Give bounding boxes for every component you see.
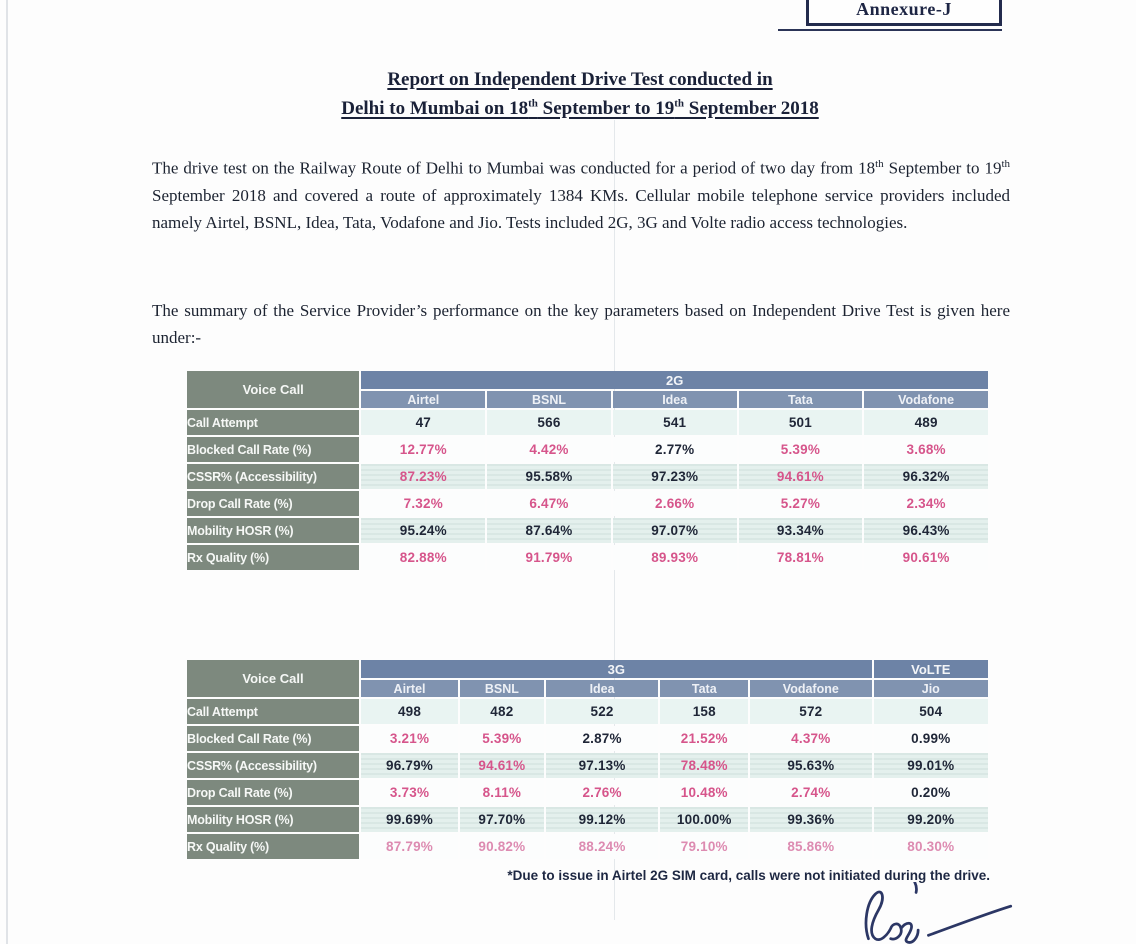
corner-header-cell: Voice Call <box>187 660 359 697</box>
table-3g-volte <box>185 658 990 861</box>
footnote-text: *Due to issue in Airtel 2G SIM card, calls were not initiated during the drive. <box>507 868 990 883</box>
table-row <box>187 780 988 805</box>
value-cell: 2.87% <box>546 726 659 751</box>
value-cell: 87.23% <box>361 464 485 489</box>
paragraph-intro: The drive test on the Railway Route of Delhi to Mumbai was conducted for a period of two day from 18th September to 19th September 2018 and covered a route of approximately 1384 KMs. Cellular mobile telephone service providers included namely Airtel, BSNL, Idea, Tata, Vodafone and Jio. Tests included 2G, 3G and Volte radio access technologies. <box>152 158 1011 232</box>
value-cell: 96.43% <box>864 518 988 543</box>
signature-scribble <box>853 882 1093 944</box>
provider-header-cell: Airtel <box>361 680 458 697</box>
value-cell: 3.73% <box>361 780 458 805</box>
table-row <box>187 699 988 724</box>
value-cell: 0.20% <box>874 780 988 805</box>
value-cell: 2.74% <box>750 780 872 805</box>
row-label-cell: Rx Quality (%) <box>187 545 359 570</box>
row-label-cell: Mobility HOSR (%) <box>187 518 359 543</box>
row-label-cell: Mobility HOSR (%) <box>187 807 359 832</box>
value-cell: 498 <box>361 699 458 724</box>
row-label-cell: CSSR% (Accessibility) <box>187 464 359 489</box>
provider-header-cell: Tata <box>739 391 863 408</box>
value-cell: 90.61% <box>864 545 988 570</box>
table-row <box>187 545 988 570</box>
annexure-label: Annexure-J <box>856 0 952 19</box>
value-cell: 2.77% <box>613 437 737 462</box>
group-header-cell: 3G <box>361 660 872 678</box>
value-cell: 482 <box>460 699 544 724</box>
value-cell: 99.20% <box>874 807 988 832</box>
annexure-underline <box>778 29 1002 31</box>
provider-header-cell: BSNL <box>460 680 544 697</box>
value-cell: 96.32% <box>864 464 988 489</box>
value-cell: 566 <box>487 410 611 435</box>
provider-header-cell: Idea <box>546 680 659 697</box>
provider-header-cell: Jio <box>874 680 988 697</box>
value-cell: 6.47% <box>487 491 611 516</box>
table-row <box>187 437 988 462</box>
value-cell: 79.10% <box>660 834 748 859</box>
corner-header-cell: Voice Call <box>187 371 359 408</box>
page-title-line2: Delhi to Mumbai on 18th September to 19th September 2018 <box>341 98 819 120</box>
value-cell: 541 <box>613 410 737 435</box>
value-cell: 12.77% <box>361 437 485 462</box>
table-3g-volte-container <box>185 658 990 861</box>
value-cell: 7.32% <box>361 491 485 516</box>
value-cell: 5.39% <box>460 726 544 751</box>
provider-header-cell: BSNL <box>487 391 611 408</box>
value-cell: 90.82% <box>460 834 544 859</box>
value-cell: 96.79% <box>361 753 458 778</box>
value-cell: 99.69% <box>361 807 458 832</box>
value-cell: 21.52% <box>660 726 748 751</box>
provider-header-cell: Idea <box>613 391 737 408</box>
table-2g <box>185 369 990 572</box>
value-cell: 95.58% <box>487 464 611 489</box>
row-label-cell: Blocked Call Rate (%) <box>187 726 359 751</box>
value-cell: 94.61% <box>739 464 863 489</box>
provider-header-cell: Tata <box>660 680 748 697</box>
provider-header-cell: Airtel <box>361 391 485 408</box>
value-cell: 82.88% <box>361 545 485 570</box>
provider-header-cell: Vodafone <box>864 391 988 408</box>
table-row <box>187 726 988 751</box>
value-cell: 3.21% <box>361 726 458 751</box>
signature-main-stroke <box>866 892 918 942</box>
value-cell: 97.13% <box>546 753 659 778</box>
table-row <box>187 753 988 778</box>
value-cell: 94.61% <box>460 753 544 778</box>
value-cell: 88.24% <box>546 834 659 859</box>
provider-header-cell: Vodafone <box>750 680 872 697</box>
value-cell: 78.81% <box>739 545 863 570</box>
value-cell: 8.11% <box>460 780 544 805</box>
value-cell: 97.07% <box>613 518 737 543</box>
group-header-cell: VoLTE <box>874 660 988 678</box>
value-cell: 5.39% <box>739 437 863 462</box>
value-cell: 572 <box>750 699 872 724</box>
table-2g-container <box>185 369 990 572</box>
value-cell: 2.34% <box>864 491 988 516</box>
page-title <box>150 68 1010 121</box>
row-label-cell: Call Attempt <box>187 699 359 724</box>
value-cell: 47 <box>361 410 485 435</box>
value-cell: 2.76% <box>546 780 659 805</box>
row-label-cell: Drop Call Rate (%) <box>187 780 359 805</box>
row-label-cell: Drop Call Rate (%) <box>187 491 359 516</box>
table-row <box>187 464 988 489</box>
signature-top-mark <box>915 882 917 892</box>
value-cell: 80.30% <box>874 834 988 859</box>
scan-edge-line <box>6 0 8 944</box>
value-cell: 91.79% <box>487 545 611 570</box>
value-cell: 89.93% <box>613 545 737 570</box>
value-cell: 99.36% <box>750 807 872 832</box>
table-row <box>187 518 988 543</box>
page-title-line1: Report on Independent Drive Test conducted in <box>387 69 773 90</box>
value-cell: 0.99% <box>874 726 988 751</box>
paragraph-summary: The summary of the Service Provider’s performance on the key parameters based on Independent Drive Test is given here under:- <box>152 301 1010 347</box>
value-cell: 5.27% <box>739 491 863 516</box>
row-label-cell: Rx Quality (%) <box>187 834 359 859</box>
value-cell: 95.24% <box>361 518 485 543</box>
annexure-box <box>806 0 1002 26</box>
value-cell: 504 <box>874 699 988 724</box>
value-cell: 522 <box>546 699 659 724</box>
value-cell: 87.64% <box>487 518 611 543</box>
value-cell: 4.37% <box>750 726 872 751</box>
signature-tail-stroke <box>928 906 1010 935</box>
value-cell: 78.48% <box>660 753 748 778</box>
value-cell: 2.66% <box>613 491 737 516</box>
value-cell: 97.23% <box>613 464 737 489</box>
value-cell: 10.48% <box>660 780 748 805</box>
table-row <box>187 410 988 435</box>
value-cell: 3.68% <box>864 437 988 462</box>
value-cell: 100.00% <box>660 807 748 832</box>
value-cell: 99.01% <box>874 753 988 778</box>
row-label-cell: Blocked Call Rate (%) <box>187 437 359 462</box>
table-row <box>187 807 988 832</box>
table-row <box>187 491 988 516</box>
value-cell: 87.79% <box>361 834 458 859</box>
value-cell: 97.70% <box>460 807 544 832</box>
value-cell: 489 <box>864 410 988 435</box>
value-cell: 99.12% <box>546 807 659 832</box>
row-label-cell: Call Attempt <box>187 410 359 435</box>
value-cell: 501 <box>739 410 863 435</box>
group-header-cell: 2G <box>361 371 988 389</box>
value-cell: 93.34% <box>739 518 863 543</box>
value-cell: 85.86% <box>750 834 872 859</box>
value-cell: 4.42% <box>487 437 611 462</box>
table-row <box>187 834 988 859</box>
value-cell: 95.63% <box>750 753 872 778</box>
value-cell: 158 <box>660 699 748 724</box>
row-label-cell: CSSR% (Accessibility) <box>187 753 359 778</box>
